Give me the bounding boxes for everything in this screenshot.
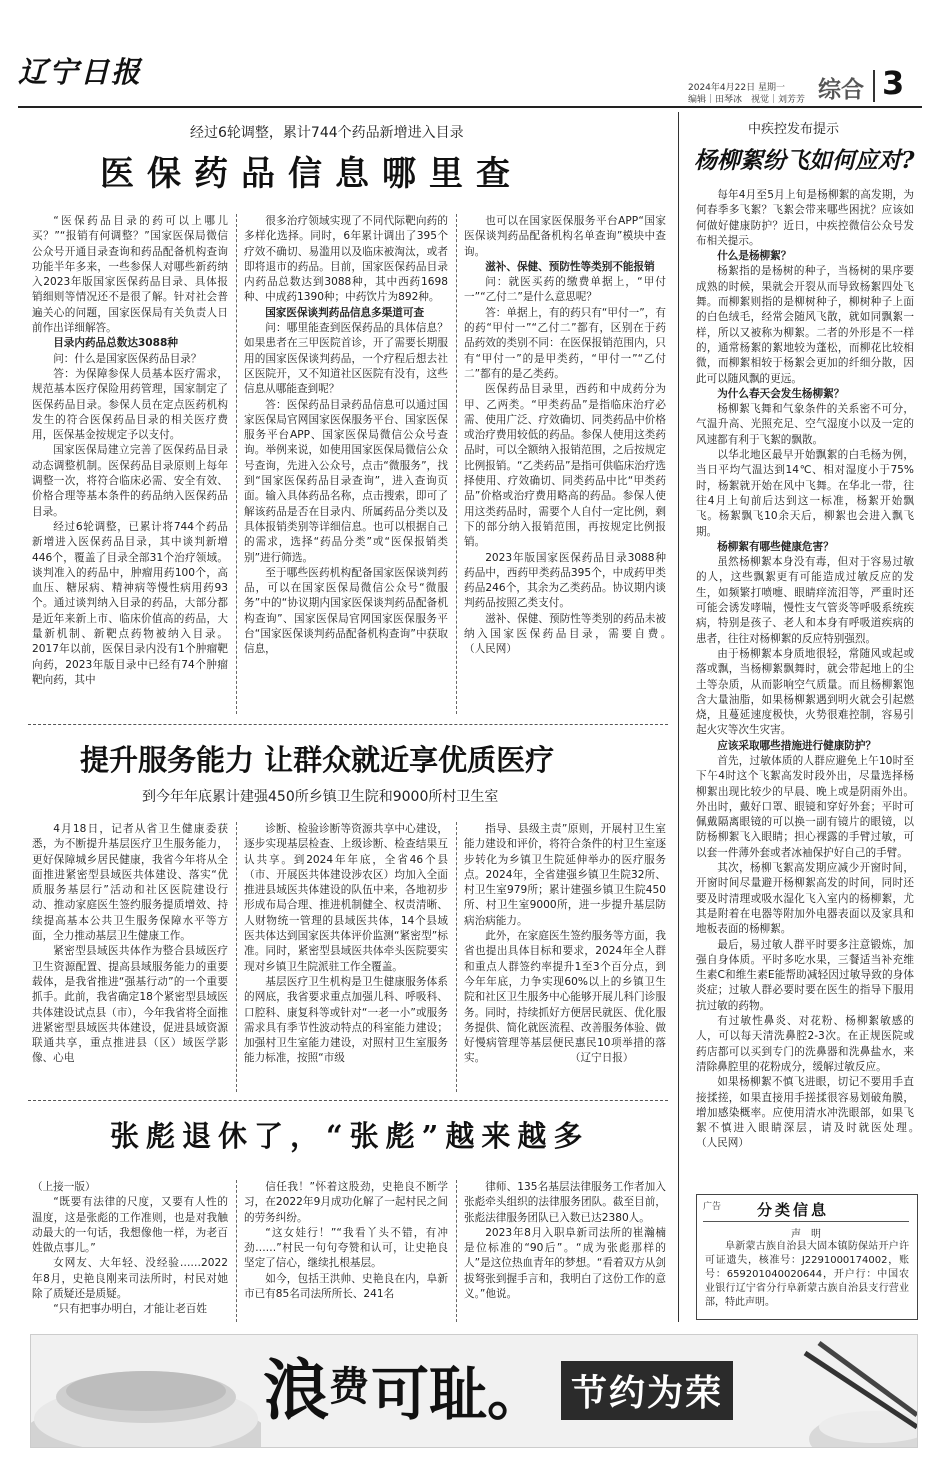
article2-title: 提升服务能力 让群众就近享优质医疗: [80, 743, 555, 777]
paragraph: 经过6轮调整，已累计将744个药品新增进入医保药品目录，其中谈判新增446个，覆盖了目录全部31个治疗领域。谈判准入的药品中，肿瘤用药100个，高血压、糖尿病、精神病等慢性病用药93个。通过谈判纳入目录的药品，大部分都是近年来新上市、临床价值高的药品，大量新机制、新靶点药物被纳入目录。2017年以前，医保目录内没有1个肿瘤靶向药，2023年版目录中已经有74个肿瘤靶向药，其中: [32, 520, 228, 686]
paragraph: 也可以在国家医保服务平台APP“国家医保谈判药品配备机构名单查询”模块中查询。: [464, 215, 666, 258]
column-divider: [236, 822, 237, 1092]
paragraph: 由于杨柳絮本身质地很轻，常随风或起或落或飘，当杨柳絮飘舞时，就会带起地上的尘土等杂质，从而影响空气质量。而且杨柳絮饱含大量油脂，如果杨柳絮遇到明火就会引起燃烧，且蔓延速度极快，火势很难控制，容易引起火灾等次生灾害。: [696, 647, 914, 737]
column-divider: [456, 822, 457, 1092]
paragraph: 如今，包括王洪帅、史艳良在内，阜新市已有85名司法所所长、241名: [244, 1272, 448, 1301]
paragraph: 2023年8月入职阜新司法所的崔瀚楠是位标准的“90后”。“成为张彪那样的人”是这位热血青年的梦想。“看着双方从剑拔弩张到握手言和，我明白了这份工作的意义。”他说。: [464, 1226, 666, 1301]
masthead-editors: 编辑｜田琴冰 视觉｜刘芳芳: [688, 95, 806, 105]
paragraph: 国家医保谈判药品信息多渠道可查: [265, 306, 425, 319]
article1-column-3: [464, 214, 666, 712]
paragraph: 最后，易过敏人群平时要多注意锻炼，加强自身体质。平时多吃水果，三餐适当补充维生素C和维生素E能帮助减轻因过敏导致的身体炎症；过敏人群必要时要在医生的指导下服用抗过敏的药物。: [696, 938, 914, 1012]
section-separator: [28, 724, 668, 725]
paragraph: 应该采取哪些措施进行健康防护？: [717, 739, 877, 752]
sidebar-divider: [678, 112, 679, 1322]
article1-title: 医保药品信息哪里查: [100, 154, 523, 194]
paragraph: 至于哪些医药机构配备国家医保谈判药品，可以在国家医保局微信公众号“微服务”中的“协议期内国家医保谈判药品配备机构查询”、国家医保局官网国家医保服务平台“国家医保谈判药品配备机构查询”中获取信息，: [244, 566, 448, 656]
classified-title: 分类信息: [757, 1201, 830, 1219]
masthead-rule: [18, 106, 922, 108]
paragraph: 目录内药品总数达3088种: [53, 337, 179, 350]
paragraph: 女网友、大年轻、没经验……2022年8月，史艳良刚来司法所时，村民对她除了质疑还是质疑。: [32, 1257, 228, 1301]
sidebar-title: 杨柳絮纷飞如何应对?: [694, 147, 915, 174]
paragraph: 答：医保药品目录药品信息可以通过国家医保局官网国家医保服务平台、国家医保服务平台APP、国家医保局微信公众号查询。举例来说，如使用国家医保局微信公众号查询，先进入公众号，点击“微服务”，找到“国家医保药品目录查询”，进入查询页面。输入具体药品名称，点击搜索，即可了解该药品是否在目录内、所属药品分类以及具体报销类别等详细信息。也可以根据自己的需求，选择“药品分类”或“医保报销类别”进行筛选。: [244, 398, 448, 564]
slogan-shameful: 可耻。: [371, 1360, 546, 1428]
article3-title: 张彪退休了，“张彪”越来越多: [110, 1119, 590, 1153]
section-name: 综合: [818, 77, 864, 103]
article2-column-2: [244, 822, 448, 1092]
paragraph: 答：为保障参保人员基本医疗需求，规范基本医疗保险用药管理，国家制定了医保药品目录。参保人员在定点医药机构发生的符合医保药品目录的相关医疗费用，医保基金按规定予以支付。: [32, 367, 228, 442]
paragraph: 诊断、检验诊断等资源共享中心建设，逐步实现基层检查、上级诊断、检查结果互认共享。到2024年年底，全省46个县（市、开展医共体建设涉农区）均加入全面推进县域医共体建设的队伍中来，各地初步形成布局合理、推进机制健全、权责清晰、人财物统一管理的县域医共体，14个县域医共体达到国家医共体评价监测“紧密型”标准。同时，紧密型县域医共体牵头医院要实现对乡镇卫生院派驻工作全覆盖。: [244, 823, 448, 973]
paragraph: 紧密型县域医共体作为整合县域医疗卫生资源配置、提高县域服务能力的重要载体，是我省推进“强基行动”的一个重要抓手。此前，我省确定18个紧密型县域医共体建设试点县（市），今年我省将全面推进紧密型县域医共体建设，促进县域资源联通共享，重点推进县（区）域医学影像、心电: [32, 945, 228, 1065]
paragraph: 医保药品目录里，西药和中成药分为甲、乙两类。“甲类药品”是指临床治疗必需、使用广泛、疗效确切、同类药品中价格或治疗费用较低的药品。参保人使用这类药品时，可以全额纳入报销范围，之后按规定比例报销。“乙类药品”是指可供临床治疗选择使用、疗效确切、同类药品中比“甲类药品”价格或治疗费用略高的药品。参保人使用这类药品时，需要个人自付一定比例，剩下的部分纳入报销范围，再按规定比例报销。: [464, 383, 666, 549]
article2-subtitle: 到今年年底累计建强450所乡镇卫生院和9000所村卫生室: [142, 789, 499, 805]
paragraph: 指导、县级主责”原则，开展村卫生室能力建设和评价，将符合条件的村卫生室逐步转化为乡镇卫生院延伸举办的医疗服务点。2024年，全省建强乡镇卫生院32所、村卫生室979所；累计建强乡镇卫生院450所、村卫生室9000所，进一步提升基层防病治病能力。: [464, 823, 666, 927]
paragraph: 为什么春天会发生杨柳絮？: [717, 387, 845, 400]
paragraph: 有过敏性鼻炎、对花粉、杨柳絮敏感的人，可以每天清洗鼻腔2-3次。在正规医院或药店都可以买到专门的洗鼻器和洗鼻盐水，来清除鼻腔里的花粉成分，缓解过敏反应。: [696, 1015, 914, 1073]
article2-column-3: [464, 822, 666, 1092]
ad-tag: 广告: [703, 1202, 722, 1212]
paragraph: 国家医保局建立完善了医保药品目录动态调整机制。医保药品目录原则上每年调整一次，将符合临床必需、安全有效、价格合理等基本条件的药品纳入医保药品目录。: [32, 444, 228, 518]
section-divider: [873, 70, 875, 102]
slogan-frugal: 节约为荣: [561, 1361, 733, 1420]
paragraph: 很多治疗领域实现了不同代际靶向药的多样化选择。同时，6年累计调出了395个疗效不确切、易滥用以及临床被淘汰，或者即将退市的药品。目前，国家医保药品目录内药品总数达到3088种，其中西药1698种、中成药1390种；中药饮片为892种。: [244, 215, 448, 304]
notice-title: 声 明: [791, 1229, 821, 1240]
paragraph: “医保药品目录的药可以上哪儿买？”“报销有何调整？”国家医保局微信公众号开通目录查询和药品配备机构查询功能半年多来，一些参保人对哪些新药纳入2023年版国家医保药品目录、具体报销细则等情况还不是很了解。针对社会普遍关心的问题，国家医保局有关负责人日前作出详细解答。: [32, 215, 228, 335]
article2-column-1: [32, 822, 228, 1092]
paragraph: 4月18日，记者从省卫生健康委获悉，为不断提升基层医疗卫生服务能力，更好保障城乡居民健康，我省今年将从全面推进紧密型县域医共体建设、落实“优质服务基层行”活动和社区医院建设行动、推动家庭医生签约服务提质增效、持续提高基本公共卫生服务保障水平等方面，全力推动基层卫生健康工作。: [32, 823, 228, 943]
section-separator: [28, 1100, 668, 1101]
paragraph: 问：哪里能查到医保药品的具体信息？如果患者在三甲医院首诊，开了需要长期服用的国家医保谈判药品，一个疗程后想去社区医院开，又不知道社区医院有没有，这些信息从哪能查到呢？: [244, 322, 448, 396]
paragraph: 每年4月至5月上旬是杨柳絮的高发期，为何春季多飞絮？飞絮会带来哪些困扰？应该如何做好健康防护？近日，中疾控微信公众号发布相关提示。: [696, 189, 914, 247]
paragraph: “这女娃行！”“我看丫头不错，有冲劲……”村民一句句夸赞和认可，让史艳良坚定了信心，继续扎根基层。: [244, 1226, 448, 1270]
paragraph: 首先，过敏体质的人群应避免上午10时至下午4时这个飞絮高发时段外出，尽量选择杨柳絮出现比较少的早晨、晚上或是阴雨外出。外出时，戴好口罩、眼镜和穿好外套；平时可佩戴隔离眼镜的可以换一副有镜片的眼镜，以防杨柳絮飞入眼睛；担心裸露的手臂过敏，可以套一件薄外套或者冰袖保护好自己的手臂。: [696, 754, 914, 859]
paragraph: 滋补、保健、预防性等类别不能报销: [485, 260, 655, 273]
article1-subtitle: 经过6轮调整，累计744个药品新增进入目录: [190, 125, 464, 141]
masthead-date: 2024年4月22日 星期一: [688, 83, 785, 93]
paragraph: 答：单据上，有的药只有“甲付一”，有的药“甲付一”“乙付二”都有，区别在于药品药效的类别不同：在医保报销范围内，只有“甲付一”的是甲类药，“甲付一”“乙付二”都有的是乙类药。: [464, 306, 666, 380]
article3-column-2: [244, 1180, 448, 1322]
paragraph: 以华北地区最早开始飘絮的白毛杨为例，当日平均气温达到14℃、相对湿度小于75%时，杨絮就开始在风中飞舞。在华北一带，往往4月上旬前后达到这一标准，杨絮开始飘飞。杨絮飘飞10余天后，柳絮也会进入飘飞期。: [696, 449, 914, 538]
article1-column-2: [244, 214, 448, 712]
paragraph: 问：就医买药的缴费单据上，“甲付一”“乙付二”是什么意思呢？: [464, 276, 666, 304]
column-divider: [456, 1180, 457, 1322]
column-divider: [236, 1180, 237, 1322]
article1-column-1: [32, 214, 228, 712]
paragraph: 滋补、保健、预防性等类别的药品未被纳入国家医保药品目录，需要自费。 （人民网）: [464, 612, 666, 656]
paragraph: 问：什么是国家医保药品目录？: [53, 352, 202, 365]
masthead-logo: 辽宁日报: [18, 55, 143, 89]
paragraph: “只有把事办明白，才能让老百姓: [53, 1303, 207, 1316]
paragraph: 杨柳絮有哪些健康危害？: [717, 540, 834, 553]
paragraph: 什么是杨柳絮？: [717, 250, 792, 263]
rice-bowl-illustration: [31, 1335, 261, 1447]
sidebar-kicker: 中疾控发布提示: [748, 122, 840, 137]
paragraph: “既要有法律的尺度，又要有人性的温度，这是张彪的工作准则，也是对我触动最大的一句话，我想像他一样，为老百姓做点事儿。”: [32, 1196, 228, 1255]
classified-box: [696, 1194, 918, 1320]
paragraph: （上接一版）: [32, 1181, 96, 1193]
column-divider: [236, 214, 237, 714]
paragraph: 信任我！”怀着这股劲，史艳良不断学习，在2022年9月成功化解了一起村民之间的劳务纠纷。: [244, 1181, 448, 1224]
paragraph: 2023年版国家医保药品目录3088种药品中，西药甲类药品395个，中成药甲类药品246个，其余为乙类药品。协议期内谈判药品按照乙类支付。: [464, 551, 666, 610]
chopsticks-bowl-illustration: [791, 1335, 917, 1447]
paragraph: 杨柳絮飞舞和气象条件的关系密不可分，气温升高、光照充足、空气湿度小以及一定的风速都有利于飞絮的飘散。: [696, 403, 914, 446]
sidebar-body: [696, 188, 914, 1182]
notice-text: 阜新蒙古族自治县大固本镇防保站开户许可证遗失，核准号：J2291000174002，账号：659201040020644，开户行：中国农业银行辽宁省分行阜新蒙古族自治县支行营业部，特此声明。: [705, 1241, 909, 1308]
paragraph: 基层医疗卫生机构是卫生健康服务体系的网底，我省要求重点加强儿科、呼吸科、口腔科、康复科等或针对“一老一小”或服务需求具有季节性波动特点的科室能力建设；加强村卫生室能力建设，对照村卫生室服务能力标准，按照“市级: [244, 975, 448, 1065]
classified-rule: [703, 1221, 909, 1222]
paragraph: 杨絮指的是杨树的种子，当杨树的果序要成熟的时候，果就会开裂从而导致杨絮四处飞舞。而柳絮则指的是柳树种子，柳树种子上面的白色绒毛，经常会随风飞散，就如同飘絮一样，所以又被称为柳絮。二者的外形是不一样的，通常杨絮的絮地较为蓬松，而柳花比较相微，而柳絮相较于杨絮会更加的纤细分散，因此可以随风飘的更远。: [696, 265, 914, 385]
paragraph: 如果杨柳絮不慎飞进眼，切记不要用手直接揉搓，如果直接用手搓揉很容易划破角膜，增加感染概率。应使用清水冲洗眼部，如果飞絮不慎进入眼睛深层，请及时就医处理。 （人民网）: [696, 1076, 914, 1150]
article3-column-3: [464, 1180, 666, 1322]
frugality-banner: [30, 1334, 918, 1448]
paragraph: 其次，杨柳飞絮高发期应减少开窗时间，开窗时间尽量避开杨柳絮高发的时间，同时还要及时清理或吸水湿化飞入室内的杨柳絮，尤其是附着在电器等附加外电器表面以及家具和地板表面的杨柳絮。: [696, 862, 914, 936]
slogan-char-fei: 费: [329, 1363, 369, 1410]
column-divider: [456, 214, 457, 714]
paragraph: 虽然杨柳絮本身没有毒，但对于容易过敏的人，这些飘絮更有可能造成过敏反应的发生，如频繁打喷嚏、眼睛痒流泪等，严重时还可能会诱发哮喘，慢性支气管炎等呼吸系统疾病，特别是孩子、老人和本身有呼吸道疾病的患者，往往对杨柳絮的反应特别强烈。: [696, 556, 914, 645]
slogan-char-lang: 浪: [263, 1351, 329, 1429]
article3-column-1: [32, 1180, 228, 1322]
page-number: 3: [882, 64, 905, 102]
paragraph: 此外，在家庭医生签约服务等方面，我省也提出具体目标和要求，2024年全人群和重点人群签约率提升1至3个百分点，到今年年底，力争实现60%以上的乡镇卫生院和社区卫生服务中心能够开展儿科门诊服务。同时，持续抓好方便居民就医、优化服务提供、简化就医流程、改善服务体验、做好慢病管理等基层便民惠民10项举措的落实。 （辽宁日报）: [464, 930, 666, 1065]
paragraph: 律师、135名基层法律服务工作者加入张彪牵头组织的法律服务团队。截至目前，张彪法律服务团队已入数已达2380人。: [464, 1181, 666, 1224]
